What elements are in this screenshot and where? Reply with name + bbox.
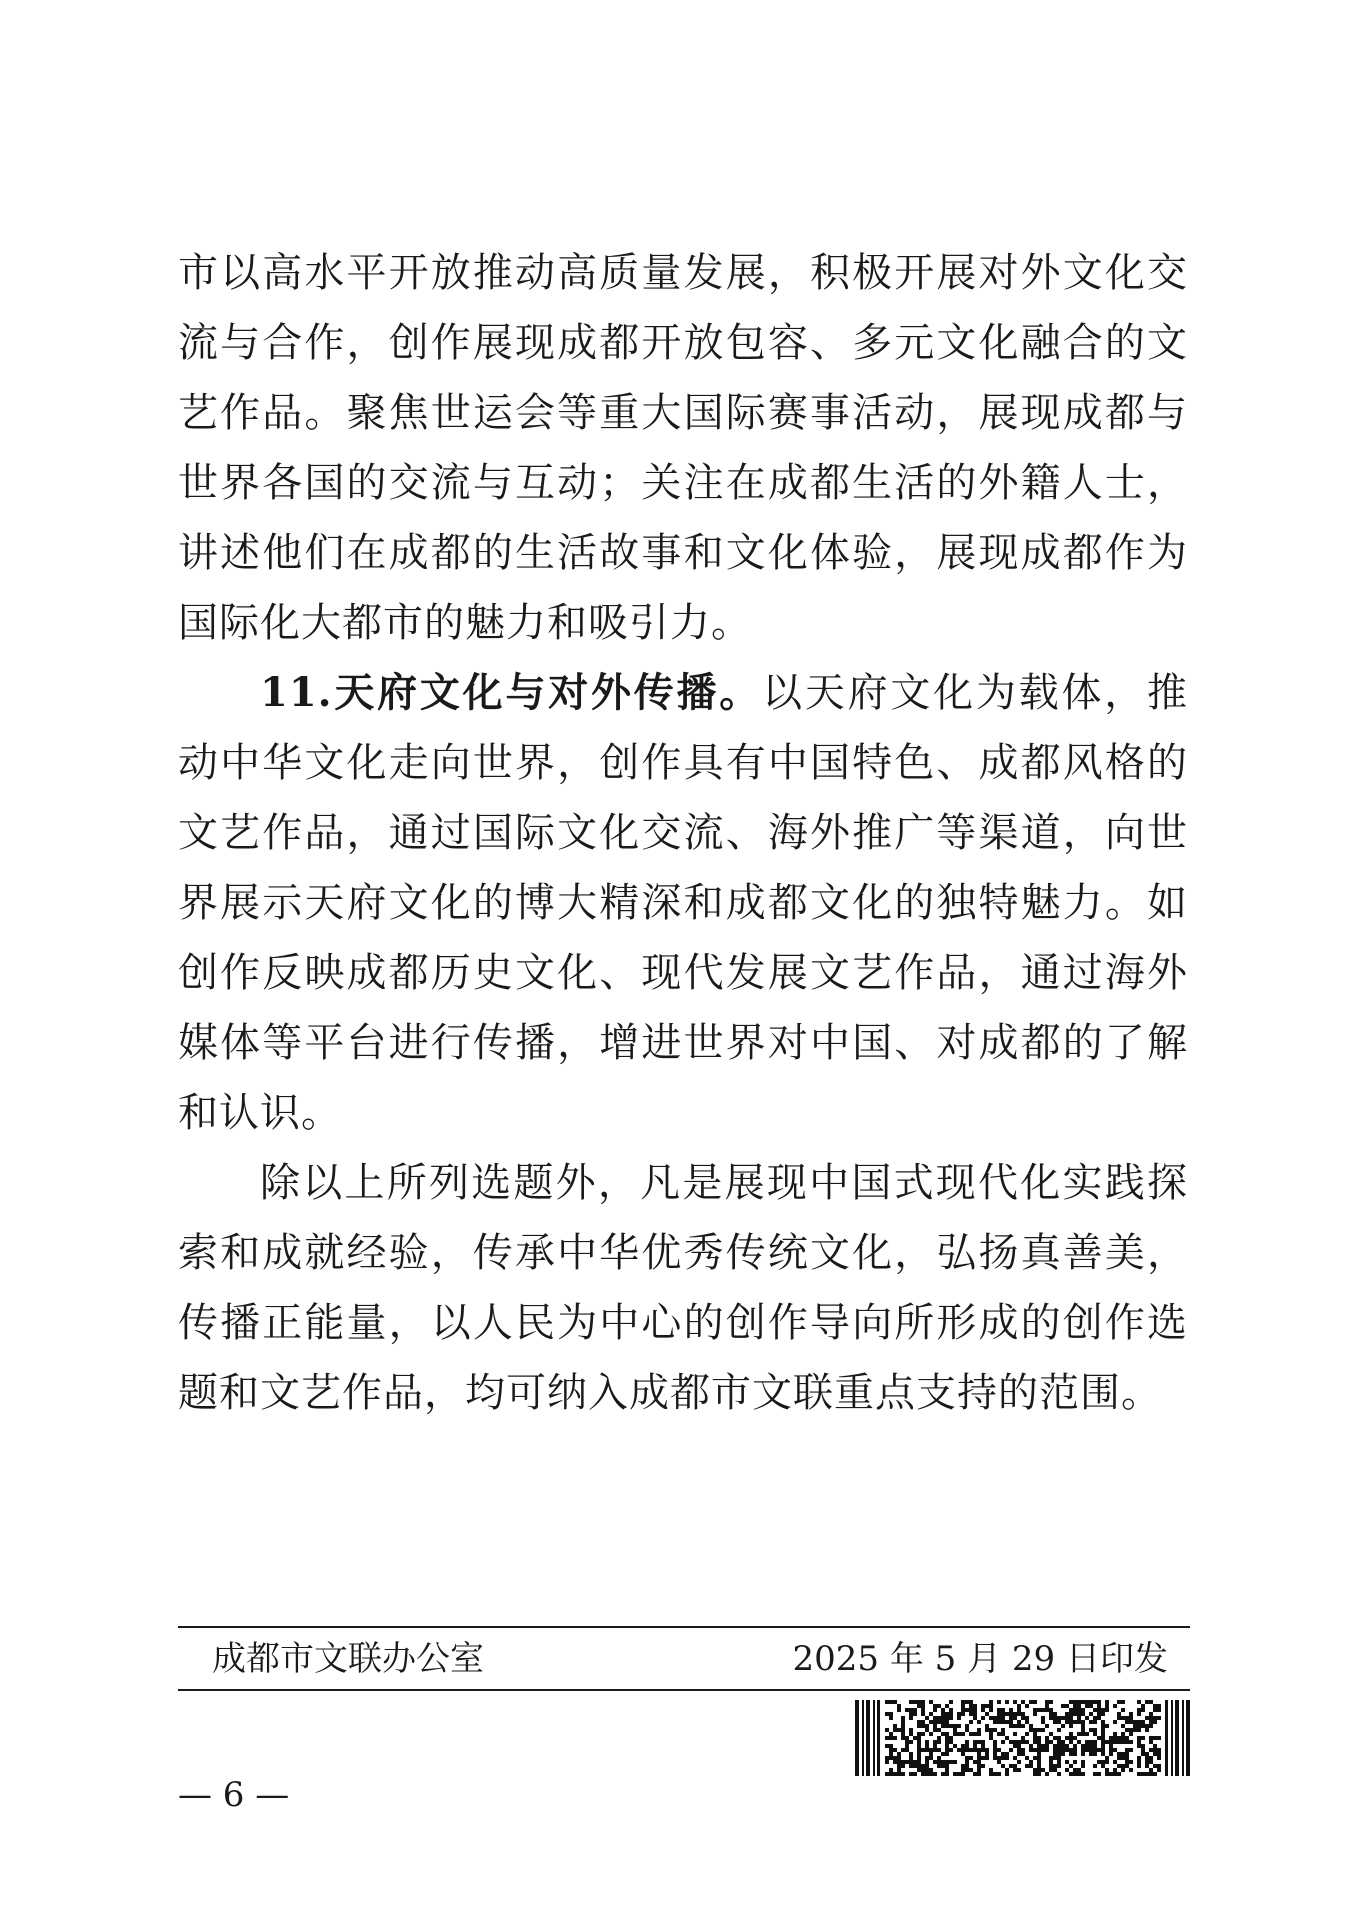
paragraph-2 <box>178 658 1188 1148</box>
paragraph-1: 市以高水平开放推动高质量发展，积极开展对外文化交流与合作，创作展现成都开放包容、多元文化融合的文艺作品。聚焦世运会等重大国际赛事活动，展现成都与世界各国的交流与互动；关注在成都生活的外籍人士，讲述他们在成都的生活故事和文化体验，展现成都作为国际化大都市的魅力和吸引力。 <box>178 250 1188 646</box>
footer-bottom-rule <box>178 1689 1190 1691</box>
paragraph-3: 除以上所列选题外，凡是展现中国式现代化实践探索和成就经验，传承中华优秀传统文化，弘扬真善美，传播正能量，以人民为中心的创作导向所形成的创作选题和文艺作品，均可纳入成都市文联重点支持的范围。 <box>178 1160 1188 1416</box>
barcode-right-guard <box>1165 1700 1190 1776</box>
issue-date: 2025 年 5 月 29 日印发 <box>792 1639 1168 1679</box>
barcode-left-guard <box>855 1700 880 1776</box>
barcode-icon <box>855 1700 1190 1776</box>
footer-top-rule <box>178 1626 1190 1628</box>
issuer-name: 成都市文联办公室 <box>212 1639 484 1679</box>
page-number: — 6 — <box>178 1775 290 1815</box>
section-heading: 11.天府文化与对外传播。 <box>260 669 763 716</box>
paragraph-2-body: 以天府文化为载体，推动中华文化走向世界，创作具有中国特色、成都风格的文艺作品，通过国际文化交流、海外推广等渠道，向世界展示天府文化的博大精深和成都文化的独特魅力。如创作反映成都历史文化、现代发展文艺作品，通过海外媒体等平台进行传播，增进世界对中国、对成都的了解和认识。 <box>178 670 1189 1136</box>
barcode-data-area <box>885 1700 1161 1776</box>
body-text <box>178 238 1188 1428</box>
